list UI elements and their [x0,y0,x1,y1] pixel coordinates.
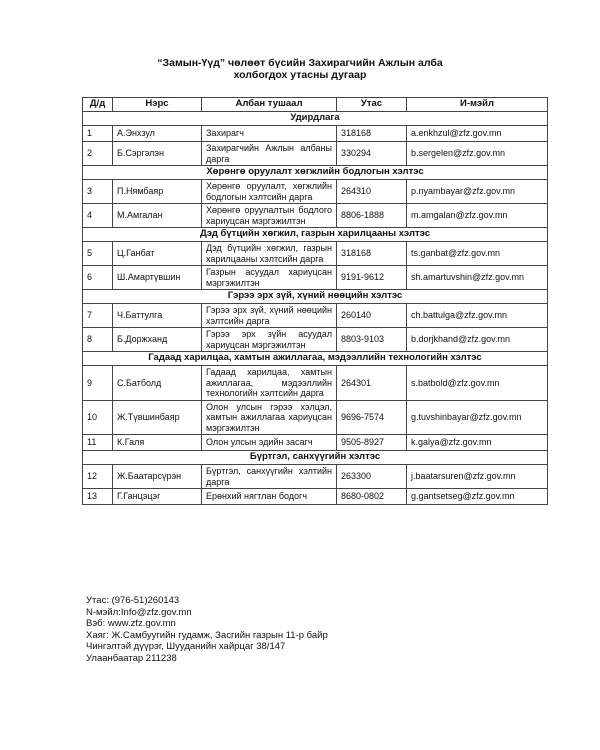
table-row [83,204,548,228]
footer-city: Улаанбаатар 211238 [86,652,177,664]
table-row [83,180,548,204]
cell-phone: 318168 [337,242,407,266]
cell-number: 1 [83,126,113,142]
table-row [83,489,548,505]
cell-name: М.Амгалан [113,204,202,228]
table-row [83,142,548,166]
cell-email[interactable]: k.galya@zfz.gov.mn [407,435,548,451]
table-header-row [83,98,548,112]
table-row [83,266,548,290]
header-phone: Утас [337,98,407,112]
cell-email[interactable]: b.sergelen@zfz.gov.mn [407,142,548,166]
cell-phone: 260140 [337,304,407,328]
cell-email[interactable]: sh.amartuvshin@zfz.gov.mn [407,266,548,290]
cell-phone: 330294 [337,142,407,166]
cell-phone: 263300 [337,465,407,489]
cell-position: Захирагч [202,126,337,142]
cell-email[interactable]: a.enkhzul@zfz.gov.mn [407,126,548,142]
footer-web: Вэб: www.zfz.gov.mn [86,618,176,630]
cell-number: 7 [83,304,113,328]
cell-name: Ц.Ганбат [113,242,202,266]
section-title: Гэрээ эрх зүй, хүний нөөцийн хэлтэс [83,290,548,304]
cell-email[interactable]: s.batbold@zfz.gov.mn [407,366,548,401]
section-row [83,290,548,304]
section-title: Бүртгэл, санхүүгийн хэлтэс [83,451,548,465]
footer-phone: Утас: (976-51)260143 [86,595,180,606]
table-row [83,400,548,435]
section-row [83,352,548,366]
cell-number: 9 [83,366,113,401]
section-title: Дэд бүтцийн хөгжил, газрын харилцааны хэлтэс [83,228,548,242]
cell-email[interactable]: ch.battulga@zfz.gov.mn [407,304,548,328]
header-position: Албан тушаал [202,98,337,112]
table-row [83,126,548,142]
cell-number: 11 [83,435,113,451]
title-line-2: холбогдох утасны дугаар [233,69,367,81]
cell-email[interactable]: p.nyambayar@zfz.gov.mn [407,180,548,204]
cell-phone: 8680-0802 [337,489,407,505]
table-row [83,435,548,451]
section-row [83,228,548,242]
document-title [0,57,600,81]
cell-position: Хөрөнгө оруулалт, хөгжлийн бодлогын хэлтсийн дарга [202,180,337,204]
header-number: Д/д [83,98,113,112]
table-row [83,366,548,401]
section-title: Гадаад харилцаа, хамтын ажиллагаа, мэдээллийн технологийн хэлтэс [83,352,548,366]
cell-name: Г.Ганцэцэг [113,489,202,505]
cell-email[interactable]: m.amgalan@zfz.gov.mn [407,204,548,228]
cell-name: П.Нямбаяр [113,180,202,204]
cell-phone: 9696-7574 [337,400,407,435]
section-row [83,112,548,126]
contacts-table [82,97,548,505]
cell-phone: 8806-1888 [337,204,407,228]
table-row [83,465,548,489]
cell-name: Ж.Баатарсүрэн [113,465,202,489]
cell-position: Гэрээ эрх зүй, хүний нөөцийн хэлтсийн дарга [202,304,337,328]
cell-phone: 264301 [337,366,407,401]
table-row [83,328,548,352]
cell-position: Хөрөнгө оруулалтын бодлого хариуцсан мэргэжилтэн [202,204,337,228]
cell-email[interactable]: b.dorjkhand@zfz.gov.mn [407,328,548,352]
cell-number: 5 [83,242,113,266]
cell-position: Гэрээ эрх зүйн асуудал хариуцсан мэргэжилтэн [202,328,337,352]
footer-district: Чингэлтэй дүүрэг, Шууданийн хайрцаг 38/147 [86,641,286,653]
cell-name: А.Энхзул [113,126,202,142]
cell-email[interactable]: ts.ganbat@zfz.gov.mn [407,242,548,266]
cell-name: Б.Сэргэлэн [113,142,202,166]
table-row [83,304,548,328]
header-email: И-мэйл [407,98,548,112]
cell-position: Захирагчийн Ажлын албаны дарга [202,142,337,166]
cell-position: Дэд бүтцийн хөгжил, газрын харилцааны хэлтсийн дарга [202,242,337,266]
cell-position: Газрын асуудал хариуцсан мэргэжилтэн [202,266,337,290]
cell-number: 3 [83,180,113,204]
cell-position: Олон улсын гэрээ хэлцэл, хамтын ажиллагаа хариуцсан мэргэжилтэн [202,400,337,435]
cell-phone: 9505-8927 [337,435,407,451]
cell-name: Б.Доржханд [113,328,202,352]
section-title: Удирдлага [83,112,548,126]
cell-phone: 318168 [337,126,407,142]
cell-position: Олон улсын эдийн засагч [202,435,337,451]
cell-number: 2 [83,142,113,166]
cell-email[interactable]: g.tuvshinbayar@zfz.gov.mn [407,400,548,435]
cell-name: С.Батболд [113,366,202,401]
cell-phone: 8803-9103 [337,328,407,352]
title-line-1: “Замын-Үүд” чөлөөт бүсийн Захирагчийн Ажлын алба [157,57,443,69]
section-row [83,166,548,180]
cell-number: 6 [83,266,113,290]
table-row [83,242,548,266]
cell-name: Ч.Баттулга [113,304,202,328]
cell-name: Ш.Амартүвшин [113,266,202,290]
table-body [83,112,548,505]
contact-footer [86,595,328,665]
section-title: Хөрөнгө оруулалт хөгжлийн бодлогын хэлтэс [83,166,548,180]
section-row [83,451,548,465]
footer-address: Хаяг: Ж.Самбуугийн гудамж, Засгийн газрын 11-р байр [86,629,328,641]
cell-position: Бүртгэл, санхүүгийн хэлтийн дарга [202,465,337,489]
cell-number: 13 [83,489,113,505]
cell-position: Гадаад харилцаа, хамтын ажиллагаа, мэдээллийн технологийн хэлтсийн дарга [202,366,337,401]
cell-number: 10 [83,400,113,435]
cell-number: 4 [83,204,113,228]
cell-number: 12 [83,465,113,489]
cell-email[interactable]: g.gantsetseg@zfz.gov.mn [407,489,548,505]
cell-phone: 9191-9612 [337,266,407,290]
footer-email: N-мэйл:Info@zfz.gov.mn [86,606,192,618]
cell-email[interactable]: j.baatarsuren@zfz.gov.mn [407,465,548,489]
cell-number: 8 [83,328,113,352]
cell-name: Ж.Түвшинбаяр [113,400,202,435]
cell-position: Ерөнхий нягтлан бодогч [202,489,337,505]
cell-name: К.Галя [113,435,202,451]
cell-phone: 264310 [337,180,407,204]
header-name: Нэрс [113,98,202,112]
